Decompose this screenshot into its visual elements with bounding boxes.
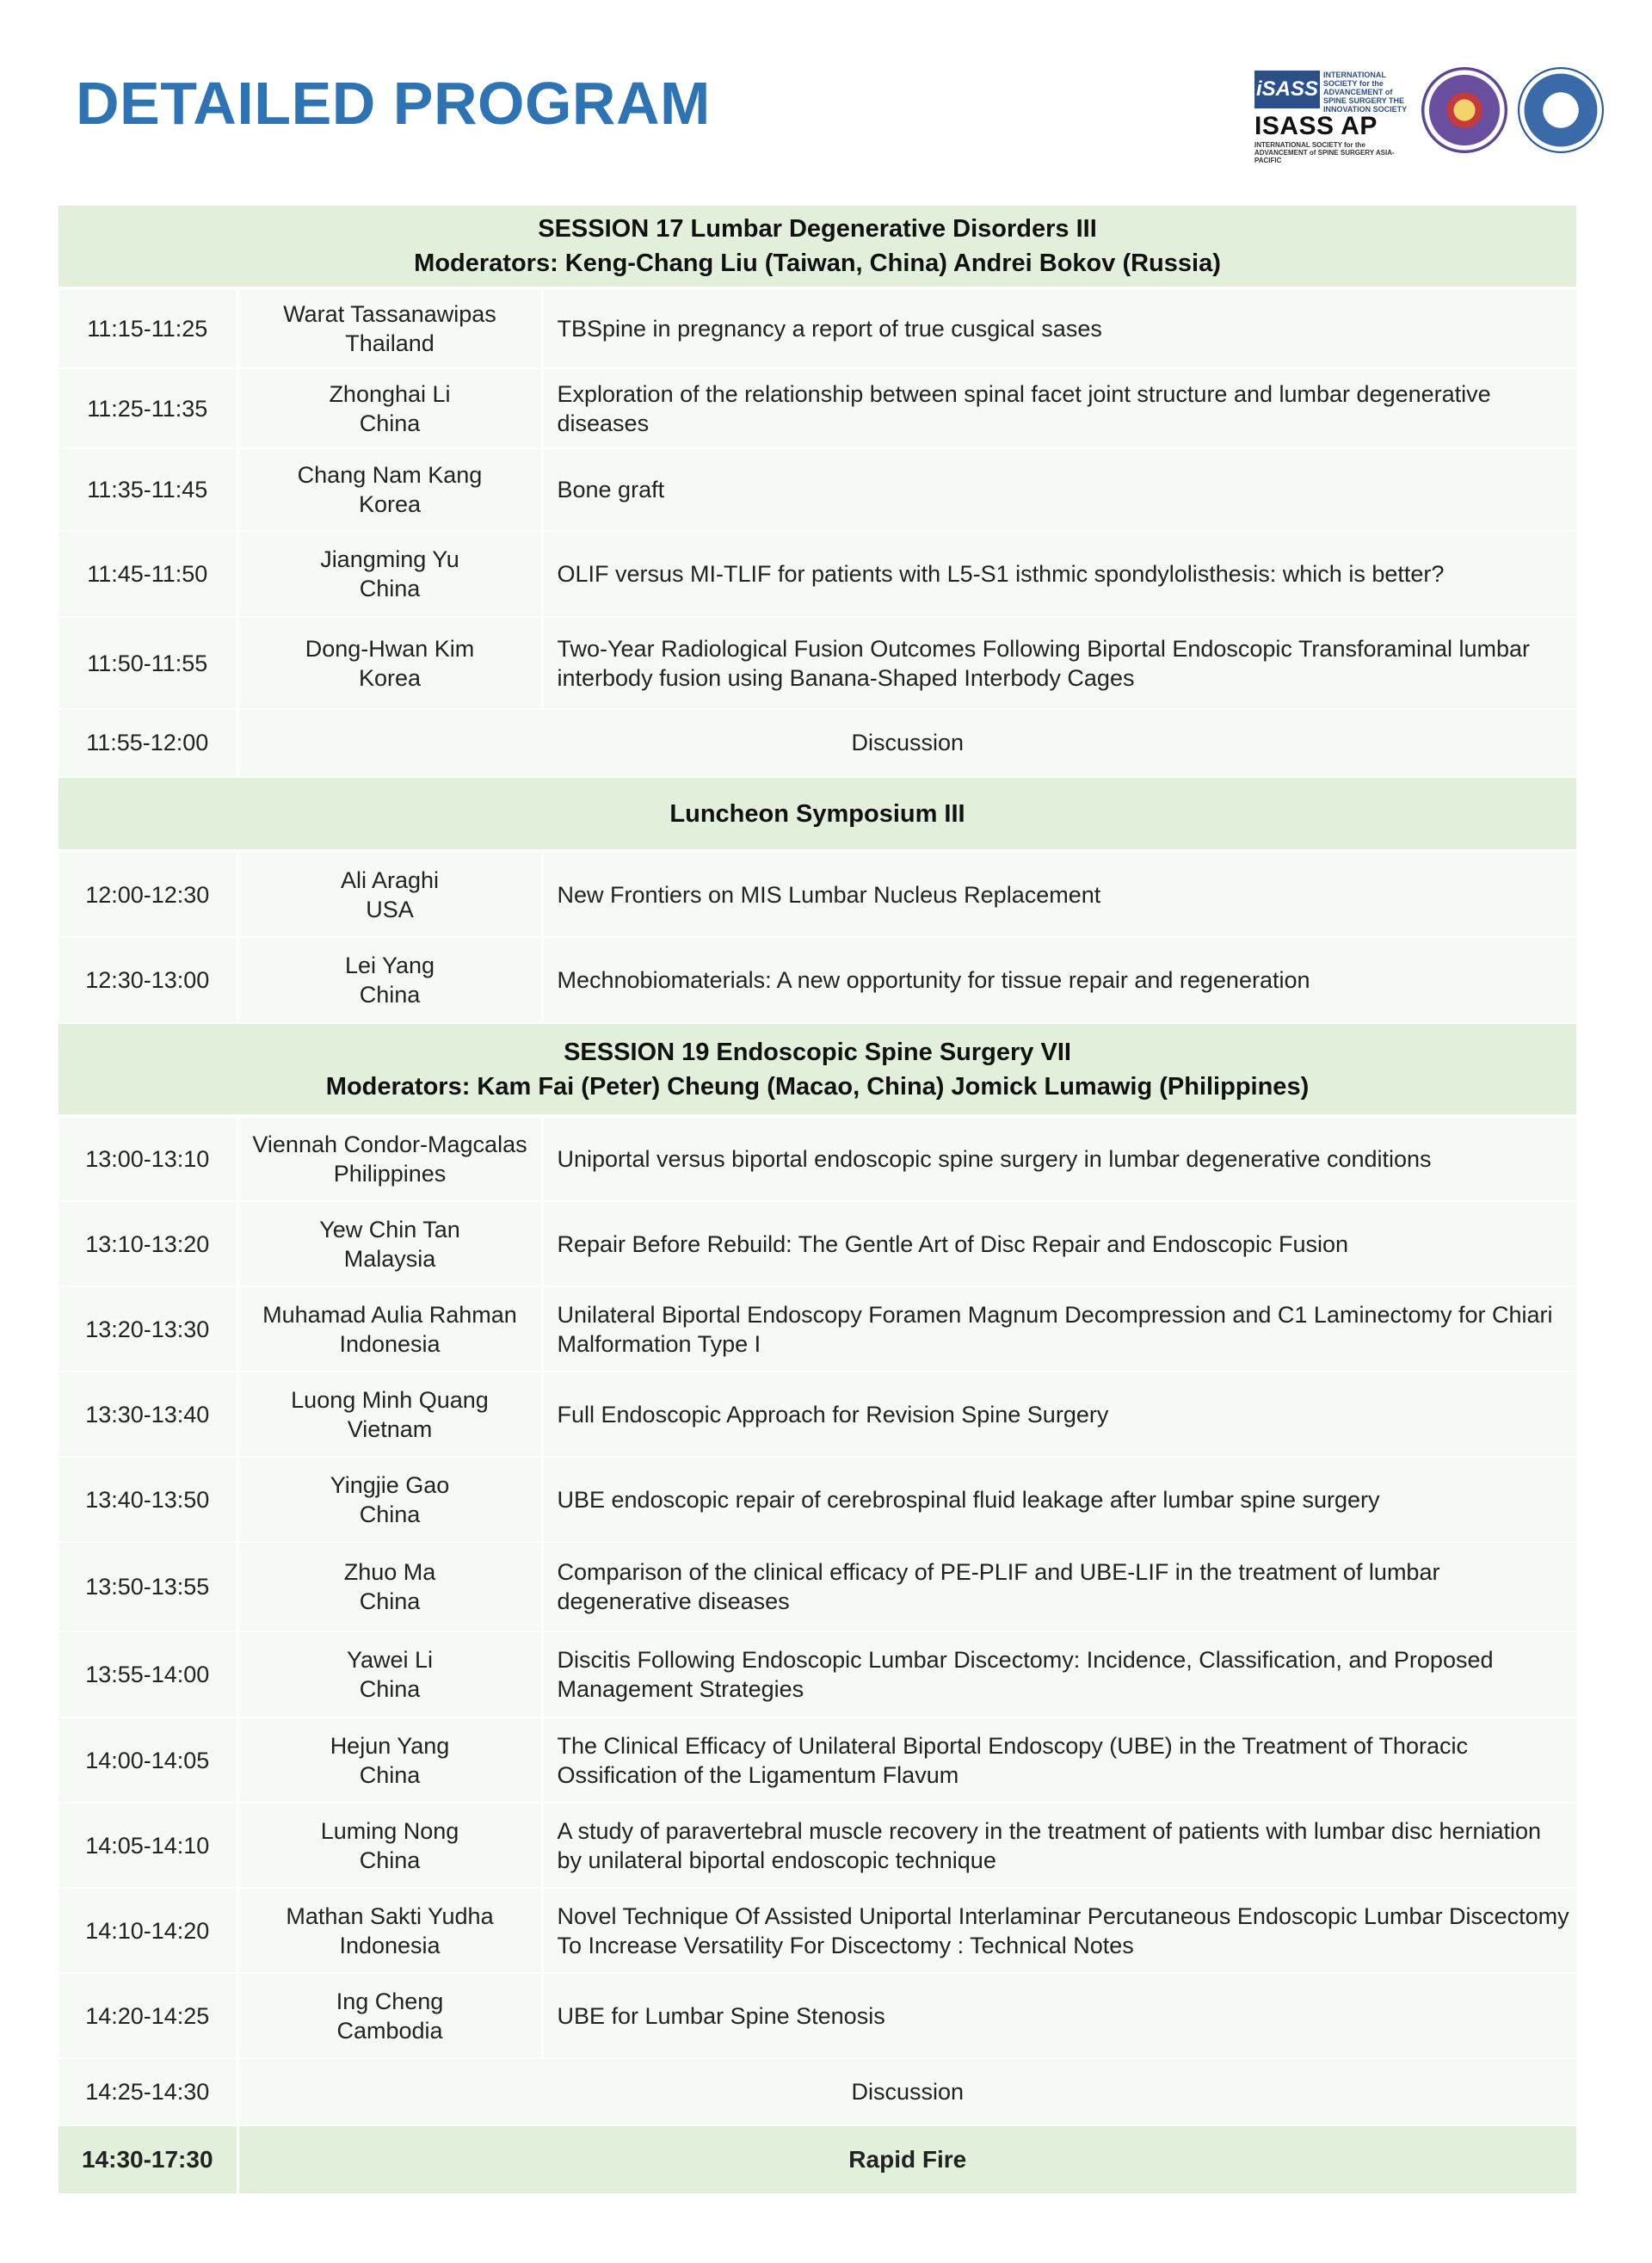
speaker-name: Chang Nam Kang (297, 462, 483, 488)
talk-title: Unilateral Biportal Endoscopy Foramen Magnum Decompression and C1 Laminectomy for Chiari Malformation Type I (542, 1286, 1576, 1372)
talk-row (59, 1888, 1576, 1973)
speaker-name: Yew Chin Tan (319, 1216, 460, 1242)
speaker-name: Dong-Hwan Kim (305, 635, 475, 662)
talk-time: 13:00-13:10 (59, 1116, 237, 1201)
talk-speaker (237, 1973, 542, 2058)
talk-time: 13:30-13:40 (59, 1372, 237, 1457)
talk-row (59, 617, 1576, 709)
speaker-name: Mathan Sakti Yudha (286, 1902, 494, 1929)
speaker-country: China (359, 1676, 421, 1702)
talk-speaker (237, 617, 542, 709)
rapid-fire-time: 14:30-17:30 (59, 2125, 237, 2193)
rapid-fire-label: Rapid Fire (237, 2125, 1576, 2193)
speaker-country: Indonesia (339, 1330, 441, 1357)
talk-speaker (237, 1631, 542, 1717)
talk-row (59, 1803, 1576, 1888)
talk-speaker (237, 1803, 542, 1888)
talk-row (59, 288, 1576, 368)
talk-speaker (237, 1286, 542, 1372)
talk-time: 13:50-13:55 (59, 1542, 237, 1631)
speaker-country: Cambodia (336, 2017, 443, 2044)
blue-university-seal-icon (1518, 67, 1604, 153)
talk-title: A study of paravertebral muscle recovery in the treatment of patients with lumbar disc herniation by unilateral biportal endoscopic technique (542, 1803, 1576, 1888)
session-title: SESSION 19 Endoscopic Spine Surgery VII (564, 1038, 1071, 1066)
talk-title: Two-Year Radiological Fusion Outcomes Following Biportal Endoscopic Transforaminal lumbar interbody fusion using Banana-Shaped Interbody Cages (542, 617, 1576, 709)
speaker-country: China (359, 576, 421, 601)
talk-row (59, 531, 1576, 617)
talk-time: 13:20-13:30 (59, 1286, 237, 1372)
talk-row (59, 1457, 1576, 1542)
talk-speaker (237, 368, 542, 448)
speaker-country: China (359, 1501, 421, 1527)
discussion-label: Discussion (237, 709, 1576, 777)
talk-speaker (237, 1717, 542, 1803)
discussion-time: 14:25-14:30 (59, 2058, 237, 2125)
talk-time: 13:10-13:20 (59, 1201, 237, 1286)
talk-time: 13:40-13:50 (59, 1457, 237, 1542)
session-title: SESSION 17 Lumbar Degenerative Disorders III (538, 215, 1097, 243)
talk-time: 11:15-11:25 (59, 288, 237, 368)
talk-row (59, 1116, 1576, 1201)
talk-row (59, 1717, 1576, 1803)
speaker-country: China (359, 410, 421, 436)
talk-row (59, 1973, 1576, 2058)
talk-speaker (237, 851, 542, 937)
speaker-country: China (359, 1847, 421, 1873)
speaker-name: Yingjie Gao (330, 1471, 450, 1498)
speaker-country: China (359, 1588, 421, 1614)
talk-title: Repair Before Rebuild: The Gentle Art of Disc Repair and Endoscopic Fusion (542, 1201, 1576, 1286)
talk-title: TBSpine in pregnancy a report of true cusgical sases (542, 288, 1576, 368)
discussion-row (59, 2058, 1576, 2125)
session-moderators: Moderators: Kam Fai (Peter) Cheung (Macao, China) Jomick Lumawig (Philippines) (325, 1072, 1310, 1101)
speaker-country: China (359, 982, 421, 1008)
talk-time: 12:30-13:00 (59, 937, 237, 1023)
speaker-country: Vietnam (347, 1415, 433, 1442)
speaker-country: Thailand (345, 330, 435, 356)
talk-row (59, 368, 1576, 448)
speaker-name: Lei Yang (344, 953, 435, 978)
red-purple-seal-icon (1421, 67, 1507, 153)
session-header (59, 1023, 1576, 1116)
luncheon-title: Luncheon Symposium III (669, 799, 965, 828)
luncheon-header (59, 777, 1576, 851)
speaker-name: Ing Cheng (336, 1988, 444, 2014)
talk-row (59, 1372, 1576, 1457)
isass-logo-subtitle: INTERNATIONAL SOCIETY for the ADVANCEMENT of SPINE SURGERY ASIA-PACIFIC (1254, 141, 1395, 164)
talk-title: Uniportal versus biportal endoscopic spine surgery in lumbar degenerative conditions (542, 1116, 1576, 1201)
talk-speaker (237, 1457, 542, 1542)
speaker-country: Philippines (333, 1161, 447, 1187)
talk-time: 11:50-11:55 (59, 617, 237, 709)
speaker-name: Hejun Yang (330, 1732, 450, 1759)
header-logos (1253, 60, 1604, 164)
speaker-country: China (359, 1761, 421, 1788)
speaker-name: Luming Nong (320, 1817, 459, 1844)
isass-logo-mark: iSASS (1254, 71, 1320, 108)
talk-time: 14:10-14:20 (59, 1888, 237, 1973)
talk-time: 11:25-11:35 (59, 368, 237, 448)
rapid-fire-row (59, 2125, 1576, 2193)
talk-speaker (237, 1201, 542, 1286)
talk-title: Mechnobiomaterials: A new opportunity for tissue repair and regeneration (542, 937, 1576, 1023)
session-moderators: Moderators: Keng-Chang Liu (Taiwan, China) Andrei Bokov (Russia) (414, 250, 1221, 277)
talk-time: 12:00-12:30 (59, 851, 237, 937)
talk-speaker (237, 937, 542, 1023)
talk-row (59, 1631, 1576, 1717)
speaker-country: USA (366, 896, 414, 922)
talk-time: 11:35-11:45 (59, 448, 237, 531)
talk-time: 11:45-11:50 (59, 531, 237, 617)
talk-row (59, 1201, 1576, 1286)
isass-logo-name: ISASS AP (1254, 112, 1378, 140)
talk-row (59, 448, 1576, 531)
talk-time: 14:20-14:25 (59, 1973, 237, 2058)
speaker-name: Yawei Li (346, 1647, 434, 1673)
talk-title: Discitis Following Endoscopic Lumbar Discectomy: Incidence, Classification, and Proposed Management Strategies (542, 1631, 1576, 1717)
talk-row (59, 1286, 1576, 1372)
isass-logo-tagline: INTERNATIONAL SOCIETY for the ADVANCEMENT of SPINE SURGERY THE INNOVATION SOCIETY (1323, 71, 1408, 114)
discussion-label: Discussion (237, 2058, 1576, 2125)
isass-ap-logo (1253, 67, 1409, 164)
speaker-name: Zhuo Ma (343, 1559, 436, 1585)
talk-title: UBE for Lumbar Spine Stenosis (542, 1973, 1576, 2058)
talk-speaker (237, 448, 542, 531)
session-header (59, 206, 1576, 288)
talk-title: UBE endoscopic repair of cerebrospinal fluid leakage after lumbar spine surgery (542, 1457, 1576, 1542)
talk-time: 14:05-14:10 (59, 1803, 237, 1888)
talk-title: OLIF versus MI-TLIF for patients with L5-S1 isthmic spondylolisthesis: which is better? (542, 531, 1576, 617)
speaker-name: Warat Tassanawipas (283, 301, 496, 327)
talk-speaker (237, 531, 542, 617)
speaker-name: Luong Minh Quang (291, 1386, 489, 1413)
talk-speaker (237, 1116, 542, 1201)
talk-speaker (237, 1372, 542, 1457)
talk-title: Full Endoscopic Approach for Revision Spine Surgery (542, 1372, 1576, 1457)
talk-speaker (237, 1888, 542, 1973)
talk-title: Comparison of the clinical efficacy of PE-PLIF and UBE-LIF in the treatment of lumbar degenerative diseases (542, 1542, 1576, 1631)
talk-title: Bone graft (542, 448, 1576, 531)
talk-row (59, 851, 1576, 937)
speaker-name: Muhamad Aulia Rahman (262, 1301, 517, 1328)
page-title: DETAILED PROGRAM (76, 70, 711, 137)
speaker-country: Malaysia (343, 1245, 436, 1272)
speaker-country: Korea (358, 491, 422, 517)
talk-time: 14:00-14:05 (59, 1717, 237, 1803)
speaker-name: Zhonghai Li (329, 380, 451, 407)
speaker-country: Indonesia (339, 1932, 441, 1958)
talk-time: 13:55-14:00 (59, 1631, 237, 1717)
speaker-country: Korea (358, 664, 422, 691)
discussion-time: 11:55-12:00 (59, 709, 237, 777)
talk-title: Exploration of the relationship between spinal facet joint structure and lumbar degenerative diseases (542, 368, 1576, 448)
speaker-name: Jiangming Yu (320, 546, 459, 572)
talk-speaker (237, 1542, 542, 1631)
talk-title: The Clinical Efficacy of Unilateral Biportal Endoscopy (UBE) in the Treatment of Thoracic Ossification of the Ligamentum Flavum (542, 1717, 1576, 1803)
discussion-row (59, 709, 1576, 777)
talk-title: Novel Technique Of Assisted Uniportal Interlaminar Percutaneous Endoscopic Lumbar Discectomy To Increase Versatility For Discectomy : Technical Notes (542, 1888, 1576, 1973)
talk-speaker (237, 288, 542, 368)
program-table (59, 206, 1576, 2193)
talk-title: New Frontiers on MIS Lumbar Nucleus Replacement (542, 851, 1576, 937)
speaker-name: Ali Araghi (340, 866, 440, 893)
talk-row (59, 1542, 1576, 1631)
talk-row (59, 937, 1576, 1023)
speaker-name: Viennah Condor-Magcalas (252, 1132, 527, 1157)
